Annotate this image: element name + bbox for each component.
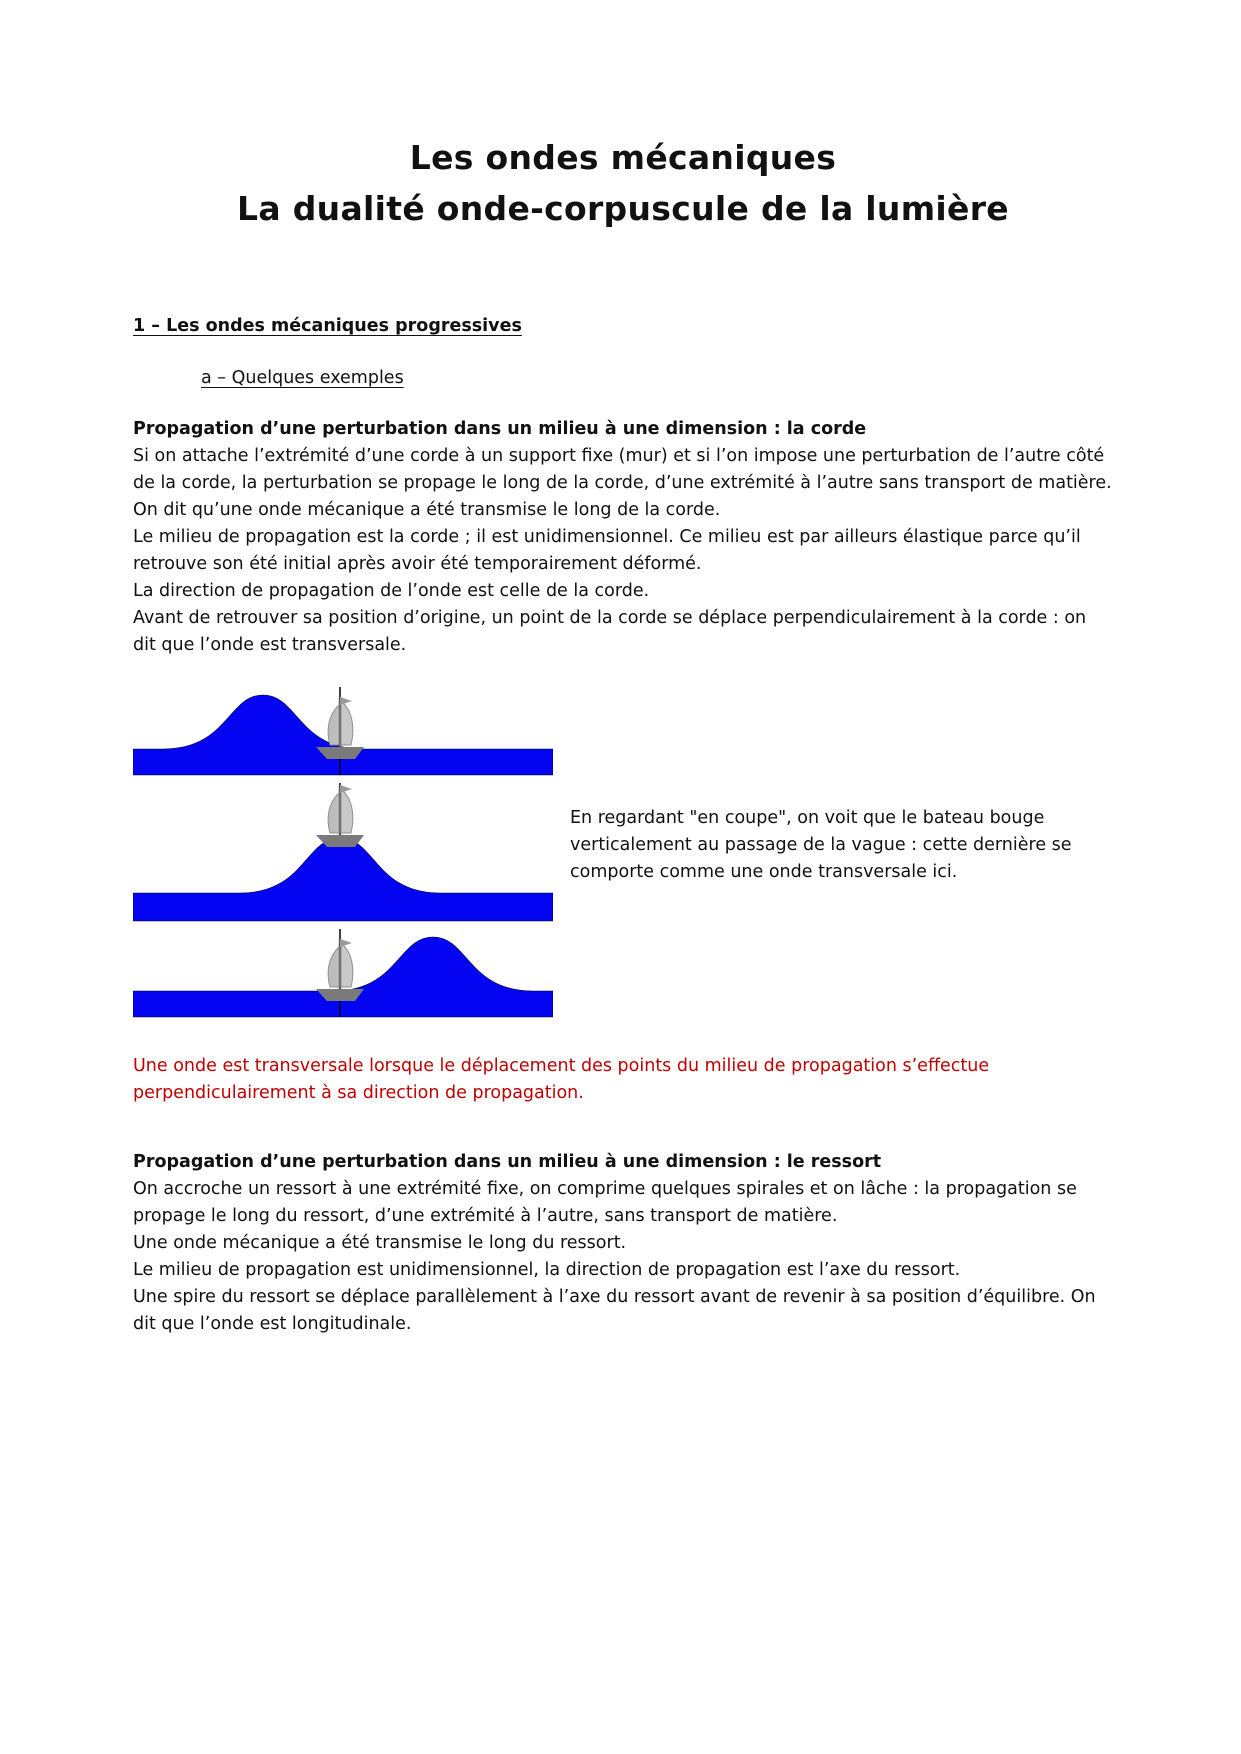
boat-icon bbox=[316, 697, 364, 759]
boat-icon bbox=[316, 785, 364, 847]
wave-frame-1 bbox=[133, 687, 553, 777]
boat-sail-fore bbox=[328, 947, 339, 987]
title-line-2: La dualité onde-corpuscule de la lumière bbox=[237, 189, 1009, 229]
corde-paragraph-1: Si on attache l’extrémité d’une corde à un support fixe (mur) et si l’on impose une perturbation de l’autre côté de la corde, la perturbation se propage le long de la corde, d’une extrémité à l’autre sans transport de matière. bbox=[133, 446, 1112, 494]
title-line-1: Les ondes mécaniques bbox=[409, 138, 837, 177]
boat-flag bbox=[340, 785, 352, 793]
corde-paragraph-3: Le milieu de propagation est la corde ; il est unidimensionnel. Ce milieu est par ailleurs élastique parce qu’il retrouve son été initial après avoir été temporairement déformé. bbox=[133, 527, 1081, 575]
boat-sail-main bbox=[341, 701, 353, 745]
wave-figure bbox=[133, 687, 1113, 1023]
ressort-paragraph-3: Le milieu de propagation est unidimensionnel, la direction de propagation est l’axe du ressort. bbox=[133, 1260, 961, 1281]
transversale-definition: Une onde est transversale lorsque le déplacement des points du milieu de propagation s’effectue perpendiculairement à sa direction de propagation. bbox=[133, 1056, 990, 1104]
ressort-heading: Propagation d’une perturbation dans un milieu à une dimension : le ressort bbox=[133, 1152, 882, 1173]
subsection-heading-a: a – Quelques exemples bbox=[201, 368, 404, 389]
corde-heading: Propagation d’une perturbation dans un milieu à une dimension : la corde bbox=[133, 419, 867, 440]
document-title bbox=[133, 0, 1113, 234]
ressort-paragraph-4: Une spire du ressort se déplace parallèlement à l’axe du ressort avant de revenir à sa position d’équilibre. On dit que l’onde est longitudinale. bbox=[133, 1287, 1096, 1335]
boat-icon bbox=[316, 939, 364, 1001]
section-heading-1: 1 – Les ondes mécaniques progressives bbox=[133, 316, 522, 337]
ressort-paragraph-2: Une onde mécanique a été transmise le long du ressort. bbox=[133, 1233, 627, 1254]
boat-sail-main bbox=[341, 789, 353, 833]
corde-paragraph-5: Avant de retrouver sa position d’origine, un point de la corde se déplace perpendiculairement à la corde : on dit que l’onde est transversale. bbox=[133, 608, 1087, 656]
wave-frames bbox=[133, 687, 553, 1019]
boat-sail-main bbox=[341, 943, 353, 987]
water-wave bbox=[133, 838, 553, 921]
ressort-paragraph-1: On accroche un ressort à une extrémité fixe, on comprime quelques spirales et on lâche : la propagation se propage le long du ressort, d’une extrémité à l’autre, sans transport de matière. bbox=[133, 1179, 1077, 1227]
boat-sail-fore bbox=[328, 705, 339, 745]
boat-sail-fore bbox=[328, 793, 339, 833]
figure-caption: En regardant "en coupe", on voit que le bateau bouge verticalement au passage de la vague : cette dernière se comporte comme une onde transversale ici. bbox=[570, 808, 1072, 883]
boat-flag bbox=[340, 939, 352, 947]
wave-frame-2 bbox=[133, 783, 553, 923]
boat-flag bbox=[340, 697, 352, 705]
corde-paragraph-4: La direction de propagation de l’onde est celle de la corde. bbox=[133, 581, 650, 602]
wave-frame-3 bbox=[133, 929, 553, 1019]
corde-paragraph-2: On dit qu’une onde mécanique a été transmise le long de la corde. bbox=[133, 500, 721, 521]
